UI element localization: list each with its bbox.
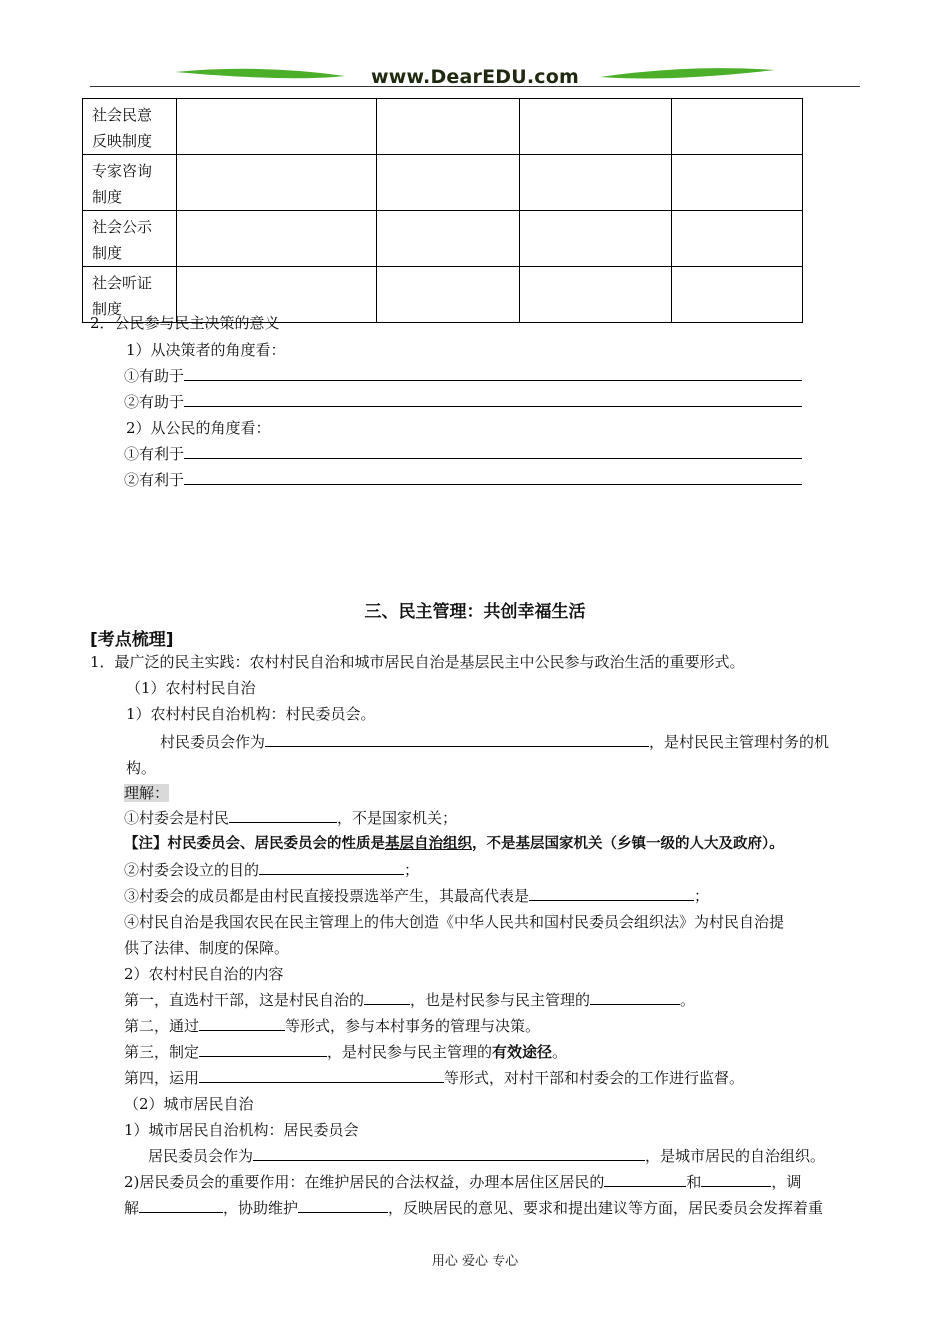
text-segment: 等形式，参与本村事务的管理与决策。 (285, 1017, 541, 1035)
answer-blank[interactable] (229, 807, 337, 823)
text-segment: ，反映居民的意见、要求和提出建议等方面，居民委员会发挥着重 (388, 1199, 824, 1217)
answer-blank[interactable] (139, 1197, 223, 1213)
text-segment: ，也是村民参与民主管理的 (410, 991, 591, 1009)
answer-blank[interactable] (259, 859, 404, 875)
citizen-heading: 2）从公民的角度看： (126, 419, 271, 437)
village-committee-line-end: 构。 (126, 759, 157, 777)
section-subhead: [考点梳理] (90, 630, 174, 650)
answer-blank[interactable] (590, 989, 680, 1005)
institution-table (82, 98, 803, 323)
text-segment: ； (694, 887, 710, 905)
page-footer: 用心 爱心 专心 (431, 1254, 519, 1269)
row-label: 社会公示 制度 (92, 218, 153, 262)
understand-item-3 (124, 884, 709, 908)
answer-blank[interactable] (364, 989, 410, 1005)
table-row (83, 155, 803, 211)
text-segment: ①村委会是村民 (124, 809, 230, 827)
answer-blank[interactable] (184, 391, 802, 407)
text-segment: ，是村民民主管理村务的机 (649, 733, 830, 751)
city-organ: 1）城市居民自治机构：居民委员会 (124, 1121, 359, 1139)
text-segment: 。 (680, 991, 696, 1009)
text-segment: 第三，制定 (124, 1043, 200, 1061)
text-segment: ，不是国家机关； (337, 809, 458, 827)
residents-role-line (124, 1170, 801, 1194)
content-item-4 (124, 1066, 744, 1090)
logo-text: www.DearEDU.com (370, 66, 580, 88)
understand-item-4: ④村民自治是我国农民在民主管理上的伟大创造《中华人民共和国村民委员会组织法》为村民自治提 (124, 913, 785, 931)
understand-item-1 (124, 806, 457, 830)
answer-blank[interactable] (265, 731, 649, 747)
answer-blank[interactable] (701, 1171, 771, 1187)
answer-blank[interactable] (529, 885, 694, 901)
header-rule (90, 86, 860, 87)
c-item-1-label: ①有利于 (124, 445, 185, 463)
note-line (124, 832, 784, 856)
content-item-3 (124, 1040, 567, 1064)
answer-blank[interactable] (184, 365, 802, 381)
c-item-1 (124, 442, 802, 466)
answer-blank[interactable] (184, 469, 802, 485)
text-segment: 解 (124, 1199, 140, 1217)
text-segment: 第二，通过 (124, 1017, 200, 1035)
text-segment: ，是村民参与民主管理的 (327, 1043, 493, 1061)
answer-blank[interactable] (199, 1015, 285, 1031)
dm-item-1-label: ①有助于 (124, 367, 185, 385)
residents-role-line-2 (124, 1196, 823, 1220)
text-emphasis: 有效途径 (492, 1043, 553, 1061)
rural-organ: 1）农村村民自治机构：村民委员会。 (126, 705, 376, 723)
text-segment: ，协助维护 (223, 1199, 299, 1217)
content-item-2 (124, 1014, 540, 1038)
highlighted-label: 理解： (124, 784, 170, 802)
note-text: 【注】村民委员会、居民委员会的性质是 (124, 835, 385, 852)
c-item-2-label: ②有利于 (124, 471, 185, 489)
answer-blank[interactable] (199, 1041, 327, 1057)
row-label: 社会民意 反映制度 (92, 106, 153, 150)
text-segment: ②村委会设立的目的 (124, 861, 260, 879)
answer-blank[interactable] (604, 1171, 686, 1187)
text-segment: 。 (552, 1043, 568, 1061)
answer-blank[interactable] (253, 1145, 645, 1161)
content-item-1 (124, 988, 695, 1012)
text-segment: 和 (686, 1173, 702, 1191)
answer-blank[interactable] (184, 443, 802, 459)
text-segment: ，是城市居民的自治组织。 (645, 1147, 826, 1165)
row-label: 专家咨询 制度 (92, 162, 153, 206)
rural-heading: （1）农村村民自治 (126, 679, 256, 697)
village-committee-line (160, 730, 829, 754)
dm-item-1 (124, 364, 802, 388)
paragraph-1: 1．最广泛的民主实践：农村村民自治和城市居民自治是基层民主中公民参与政治生活的重要形式。 (90, 653, 745, 671)
text-segment: 等形式，对村干部和村委会的工作进行监督。 (444, 1069, 745, 1087)
table-row (83, 99, 803, 155)
understand-label (124, 781, 169, 805)
text-segment: 村民委员会作为 (160, 733, 266, 751)
text-segment: 第一，直选村干部，这是村民自治的 (124, 991, 365, 1009)
answer-blank[interactable] (199, 1067, 444, 1083)
note-emphasis: 基层自治组织 (385, 835, 472, 852)
dm-item-2 (124, 390, 802, 414)
text-segment: ； (404, 861, 420, 879)
text-segment: ，调 (771, 1173, 802, 1191)
city-heading: （2）城市居民自治 (124, 1095, 254, 1113)
table-row (83, 211, 803, 267)
row-label: 社会听证 制度 (92, 274, 153, 318)
understand-item-2 (124, 858, 419, 882)
text-segment: ③村委会的成员都是由村民直接投票选举产生，其最高代表是 (124, 887, 530, 905)
text-segment: 居民委员会作为 (148, 1147, 254, 1165)
answer-blank[interactable] (298, 1197, 388, 1213)
dm-item-2-label: ②有助于 (124, 393, 185, 411)
section-title: 三、民主管理：共创幸福生活 (364, 602, 586, 622)
decision-maker-heading: 1）从决策者的角度看： (126, 341, 286, 359)
note-text: ，不是基层国家机关（乡镇一级的人大及政府）。 (472, 835, 784, 852)
c-item-2 (124, 468, 802, 492)
significance-heading: 2．公民参与民主决策的意义 (90, 314, 280, 332)
site-logo (170, 60, 780, 94)
understand-item-4-cont: 供了法律、制度的保障。 (124, 939, 290, 957)
residents-committee-line (148, 1144, 825, 1168)
content-heading: 2）农村村民自治的内容 (124, 965, 284, 983)
text-segment: 2)居民委员会的重要作用：在维护居民的合法权益，办理本居住区居民的 (124, 1173, 605, 1191)
text-segment: 第四，运用 (124, 1069, 200, 1087)
